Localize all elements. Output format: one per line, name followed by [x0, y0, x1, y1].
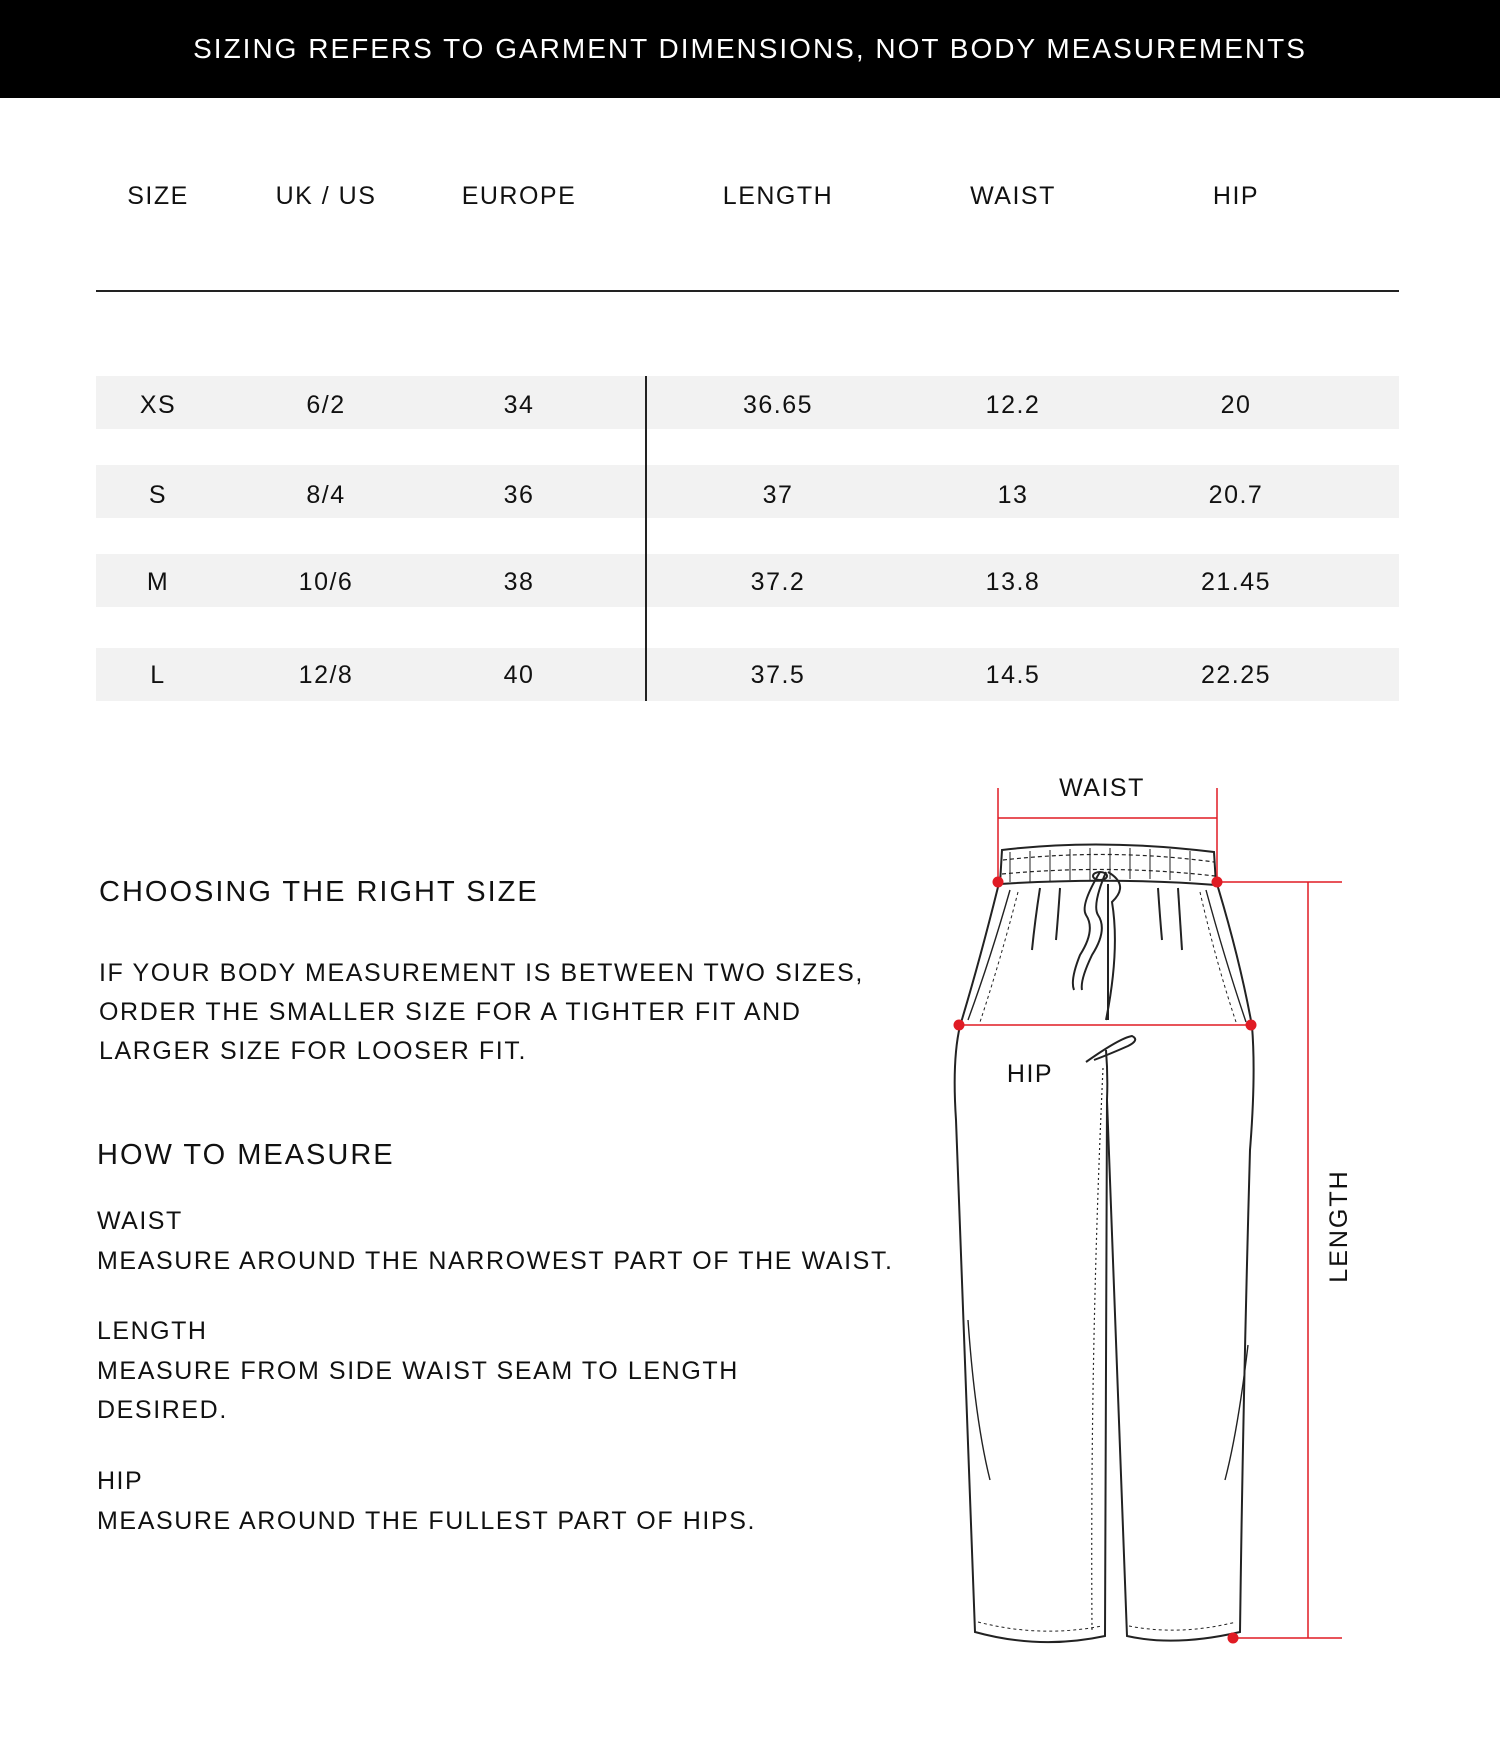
- length-instruction-line: DESIRED.: [97, 1396, 228, 1424]
- waist-instruction-line: MEASURE AROUND THE NARROWEST PART OF THE WAIST.: [97, 1247, 894, 1275]
- how-to-measure-title: HOW TO MEASURE: [97, 1139, 395, 1171]
- cell-length: 37: [762, 481, 794, 509]
- length-instruction-line: MEASURE FROM SIDE WAIST SEAM TO LENGTH: [97, 1357, 739, 1385]
- header-hip: HIP: [1212, 182, 1260, 210]
- header-size: SIZE: [127, 182, 189, 210]
- cell-uk-us: 10/6: [298, 568, 354, 596]
- cell-europe: 36: [503, 481, 535, 509]
- diagram-waist-label: WAIST: [1059, 774, 1145, 802]
- waist-instruction-label: WAIST: [97, 1207, 183, 1235]
- cell-size: S: [148, 481, 168, 509]
- cell-length: 37.2: [750, 568, 806, 596]
- cell-size: M: [146, 568, 170, 596]
- cell-waist: 12.2: [985, 391, 1041, 419]
- cell-europe: 38: [503, 568, 535, 596]
- cell-uk-us: 8/4: [306, 481, 346, 509]
- hip-instruction-line: MEASURE AROUND THE FULLEST PART OF HIPS.: [97, 1507, 757, 1535]
- cell-hip: 20: [1220, 391, 1252, 419]
- trousers-outline: [955, 844, 1254, 1642]
- cell-uk-us: 6/2: [306, 391, 346, 419]
- cell-hip: 22.25: [1200, 661, 1272, 689]
- diagram-hip-label: HIP: [1006, 1060, 1054, 1088]
- header-waist: WAIST: [970, 182, 1056, 210]
- choosing-title: CHOOSING THE RIGHT SIZE: [99, 876, 539, 908]
- cell-waist: 13.8: [985, 568, 1041, 596]
- cell-europe: 40: [503, 661, 535, 689]
- hip-instruction-label: HIP: [97, 1467, 144, 1495]
- cell-hip: 20.7: [1208, 481, 1264, 509]
- cell-length: 36.65: [742, 391, 814, 419]
- cell-size: L: [150, 661, 166, 689]
- sizing-banner: SIZING REFERS TO GARMENT DIMENSIONS, NOT BODY MEASUREMENTS: [0, 0, 1500, 98]
- choosing-line: IF YOUR BODY MEASUREMENT IS BETWEEN TWO SIZES,: [99, 959, 864, 987]
- cell-length: 37.5: [750, 661, 806, 689]
- choosing-line: ORDER THE SMALLER SIZE FOR A TIGHTER FIT AND: [99, 998, 802, 1026]
- cell-hip: 21.45: [1200, 568, 1272, 596]
- header-europe: EUROPE: [461, 182, 577, 210]
- cell-europe: 34: [503, 391, 535, 419]
- cell-uk-us: 12/8: [298, 661, 354, 689]
- header-length: LENGTH: [722, 182, 834, 210]
- diagram-length-label: LENGTH: [1325, 1169, 1353, 1283]
- header-uk-us: UK / US: [275, 182, 377, 210]
- cell-waist: 14.5: [985, 661, 1041, 689]
- cell-size: XS: [139, 391, 177, 419]
- choosing-line: LARGER SIZE FOR LOOSER FIT.: [99, 1037, 527, 1065]
- length-instruction-label: LENGTH: [97, 1317, 208, 1345]
- cell-waist: 13: [997, 481, 1029, 509]
